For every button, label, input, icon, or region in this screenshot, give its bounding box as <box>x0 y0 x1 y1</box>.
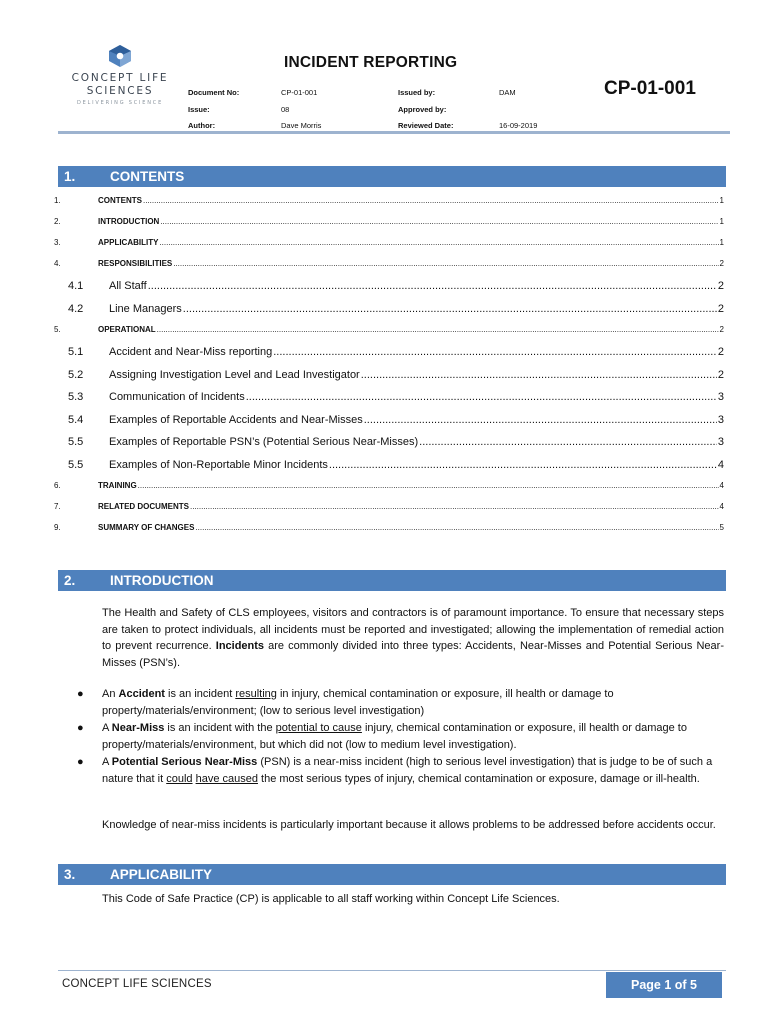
toc-entry-number: 5.5 <box>68 436 84 448</box>
toc-entry[interactable] <box>54 523 724 532</box>
toc-dot-leader <box>246 391 717 403</box>
toc-dot-leader <box>173 259 718 268</box>
toc-entry[interactable] <box>54 481 724 490</box>
reviewed-date-value: 16-09-2019 <box>499 121 538 130</box>
toc-entry-number: 4. <box>54 259 61 268</box>
document-code: CP-01-001 <box>604 78 696 99</box>
toc-entry-number: 5.2 <box>68 368 84 381</box>
logo-name-line1: CONCEPT LIFE <box>71 72 169 84</box>
toc-entry[interactable] <box>54 196 724 205</box>
toc-entry-page: 2 <box>719 325 724 334</box>
section-number: 2. <box>64 573 76 588</box>
toc-dot-leader <box>273 346 717 358</box>
doc-no-label: Document No: <box>188 88 240 97</box>
toc-entry-page: 4 <box>717 458 724 471</box>
author-label: Author: <box>188 121 216 130</box>
toc-entry-number: 7. <box>54 502 61 511</box>
toc-dot-leader <box>148 280 717 292</box>
toc-entry-page: 4 <box>719 481 724 490</box>
reviewed-date-label: Reviewed Date: <box>398 121 454 130</box>
bullet-text: in injury, chemical contamination or exposure, ill health or damage to property/materials/environment; (low to serious level investigation) <box>102 688 614 717</box>
list-item <box>76 754 726 787</box>
toc-dot-leader <box>183 303 717 315</box>
section-heading-contents <box>58 166 726 187</box>
toc-entry-page: 2 <box>717 368 724 381</box>
toc-entry-page: 2 <box>717 302 724 315</box>
toc-entry[interactable] <box>54 259 724 268</box>
toc-entry-page: 1 <box>719 196 724 205</box>
bullet-text: is an incident <box>164 688 236 700</box>
section-number: 3. <box>64 867 76 882</box>
document-title: INCIDENT REPORTING <box>284 54 458 71</box>
toc-entry[interactable] <box>54 436 724 448</box>
toc-dot-leader <box>195 523 718 532</box>
bullet-text: is an incident with the <box>164 722 276 734</box>
toc-dot-leader <box>364 414 717 426</box>
issue-label: Issue: <box>188 105 210 114</box>
bullet-text: (PSN) is a near-miss incident (high to serious level investigation) that is judge to be of such a nature that it <box>102 756 713 785</box>
toc-entry-number: 1. <box>54 196 61 205</box>
toc-dot-leader <box>143 196 719 205</box>
section-title: CONTENTS <box>110 169 185 184</box>
bullet-icon: ● <box>77 756 84 768</box>
toc-dot-leader <box>160 217 718 226</box>
toc-entry[interactable] <box>54 217 724 226</box>
footer-company-name: CONCEPT LIFE SCIENCES <box>62 978 212 990</box>
introduction-paragraph <box>102 605 724 671</box>
bullet-underlined: have caused <box>195 772 258 785</box>
footer-divider <box>58 970 726 971</box>
issued-by-label: Issued by: <box>398 88 436 97</box>
toc-entry-title: RELATED DOCUMENTS <box>98 502 189 511</box>
toc-entry-title: RESPONSIBILITIES <box>98 259 173 268</box>
incident-type-list <box>76 686 726 788</box>
section-title: INTRODUCTION <box>110 573 214 588</box>
section-heading-introduction <box>58 570 726 591</box>
toc-entry-page: 2 <box>717 346 724 358</box>
issue-value: 08 <box>281 105 290 114</box>
bullet-text: injury, chemical contamination or exposure, ill health or damage to property/materials/environment, but which did not (low to medium level investigation). <box>102 722 687 751</box>
bullet-icon: ● <box>77 688 84 700</box>
toc-entry[interactable] <box>54 391 724 403</box>
concept-life-sciences-logo-icon <box>107 44 133 68</box>
toc-entry-page: 4 <box>719 502 724 511</box>
toc-entry[interactable] <box>54 346 724 358</box>
toc-entry-title: Communication of Incidents <box>109 391 245 403</box>
section-heading-applicability <box>58 864 726 885</box>
toc-entry[interactable] <box>54 325 724 334</box>
bullet-text: An <box>102 688 119 700</box>
toc-dot-leader <box>159 238 718 247</box>
toc-dot-leader <box>138 481 719 490</box>
toc-entry-number: 6. <box>54 481 61 490</box>
intro-bold-term: Incidents <box>215 640 265 652</box>
toc-entry-title: SUMMARY OF CHANGES <box>98 523 195 532</box>
section-number: 1. <box>64 169 76 184</box>
toc-entry-page: 3 <box>717 436 724 448</box>
toc-entry-number: 5.5 <box>68 458 84 471</box>
toc-entry[interactable] <box>54 369 724 381</box>
company-logo <box>60 44 180 106</box>
bullet-underlined: potential to cause <box>275 722 362 734</box>
toc-dot-leader <box>157 325 719 334</box>
toc-entry-page: 1 <box>719 217 724 226</box>
toc-entry-number: 9. <box>54 523 61 532</box>
bullet-term: Potential Serious Near-Miss <box>111 756 258 768</box>
toc-entry-page: 2 <box>719 259 724 268</box>
bullet-underlined: could <box>166 772 193 785</box>
toc-entry-title: Assigning Investigation Level and Lead Investigator <box>109 368 360 381</box>
toc-entry[interactable] <box>54 303 724 315</box>
toc-entry[interactable] <box>54 238 724 247</box>
toc-entry[interactable] <box>54 414 724 426</box>
bullet-text: A <box>102 756 112 768</box>
toc-dot-leader <box>190 502 719 511</box>
bullet-icon: ● <box>77 722 84 734</box>
toc-entry-page: 2 <box>717 280 724 292</box>
toc-entry-number: 5.4 <box>68 413 84 426</box>
section-title: APPLICABILITY <box>110 867 213 882</box>
toc-entry-title: Examples of Reportable Accidents and Near-Misses <box>109 413 363 426</box>
toc-entry-number: 5. <box>54 325 61 334</box>
toc-entry-title: Line Managers <box>109 302 182 315</box>
toc-entry-title: All Staff <box>109 280 147 292</box>
toc-dot-leader <box>361 369 717 381</box>
toc-entry-number: 4.1 <box>68 280 84 292</box>
toc-entry-number: 3. <box>54 238 61 247</box>
logo-tagline: DELIVERING SCIENCE <box>76 100 164 106</box>
toc-entry-title: Examples of Non-Reportable Minor Incidents <box>109 458 328 471</box>
bullet-text: A <box>102 722 112 734</box>
doc-no-value: CP-01-001 <box>281 88 318 97</box>
list-item <box>76 720 726 753</box>
toc-entry-number: 4.2 <box>68 302 84 315</box>
approved-by-label: Approved by: <box>398 105 447 114</box>
toc-entry-number: 2. <box>54 217 61 226</box>
applicability-paragraph: This Code of Safe Practice (CP) is applicable to all staff working within Concept Life Sciences. <box>102 893 560 905</box>
issued-by-value: DAM <box>499 88 516 97</box>
toc-entry-page: 3 <box>717 413 724 426</box>
list-item <box>76 686 726 719</box>
toc-entry-number: 5.1 <box>68 346 84 358</box>
header-divider <box>58 131 730 134</box>
page-number-badge: Page 1 of 5 <box>606 972 722 998</box>
bullet-term: Accident <box>118 688 165 700</box>
toc-entry-number: 5.3 <box>68 391 84 403</box>
intro-text: The Health and Safety of CLS employees, visitors and contractors is of paramount importance. To ensure that necessary steps are taken to protect individuals, all incidents must be reported and investigated; allowing the implementation of remedial action to prevent recurrence. <box>102 607 724 652</box>
toc-dot-leader <box>419 436 717 448</box>
bullet-term: Near-Miss <box>111 722 165 734</box>
toc-dot-leader <box>329 459 717 471</box>
toc-entry-title: APPLICABILITY <box>98 238 159 247</box>
toc-entry[interactable] <box>54 459 724 471</box>
intro-text: are commonly divided into three types: Accidents, Near-Misses and Potential Serious Near-Misses (PSN’s). <box>102 640 724 669</box>
logo-name-line2: SCIENCES <box>86 85 154 97</box>
toc-entry-title: Accident and Near-Miss reporting <box>109 346 273 358</box>
toc-entry[interactable] <box>54 502 724 511</box>
bullet-text: the most serious types of injury, chemical contamination or exposure, damage or ill-health. <box>257 772 700 785</box>
toc-entry-title: Examples of Reportable PSN’s (Potential Serious Near-Misses) <box>109 436 419 448</box>
toc-entry[interactable] <box>54 280 724 292</box>
toc-entry-page: 3 <box>717 391 724 403</box>
author-value: Dave Morris <box>281 121 322 130</box>
bullet-underlined: resulting <box>235 688 277 700</box>
toc-entry-title: OPERATIONAL <box>98 325 156 334</box>
toc-entry-title: INTRODUCTION <box>98 217 160 226</box>
toc-entry-page: 5 <box>719 523 724 532</box>
toc-entry-title: CONTENTS <box>98 196 142 205</box>
toc-entry-page: 1 <box>719 238 724 247</box>
near-miss-importance-paragraph: Knowledge of near-miss incidents is particularly important because it allows problems to be addressed before accidents occur. <box>102 819 716 831</box>
toc-entry-title: TRAINING <box>98 481 137 490</box>
